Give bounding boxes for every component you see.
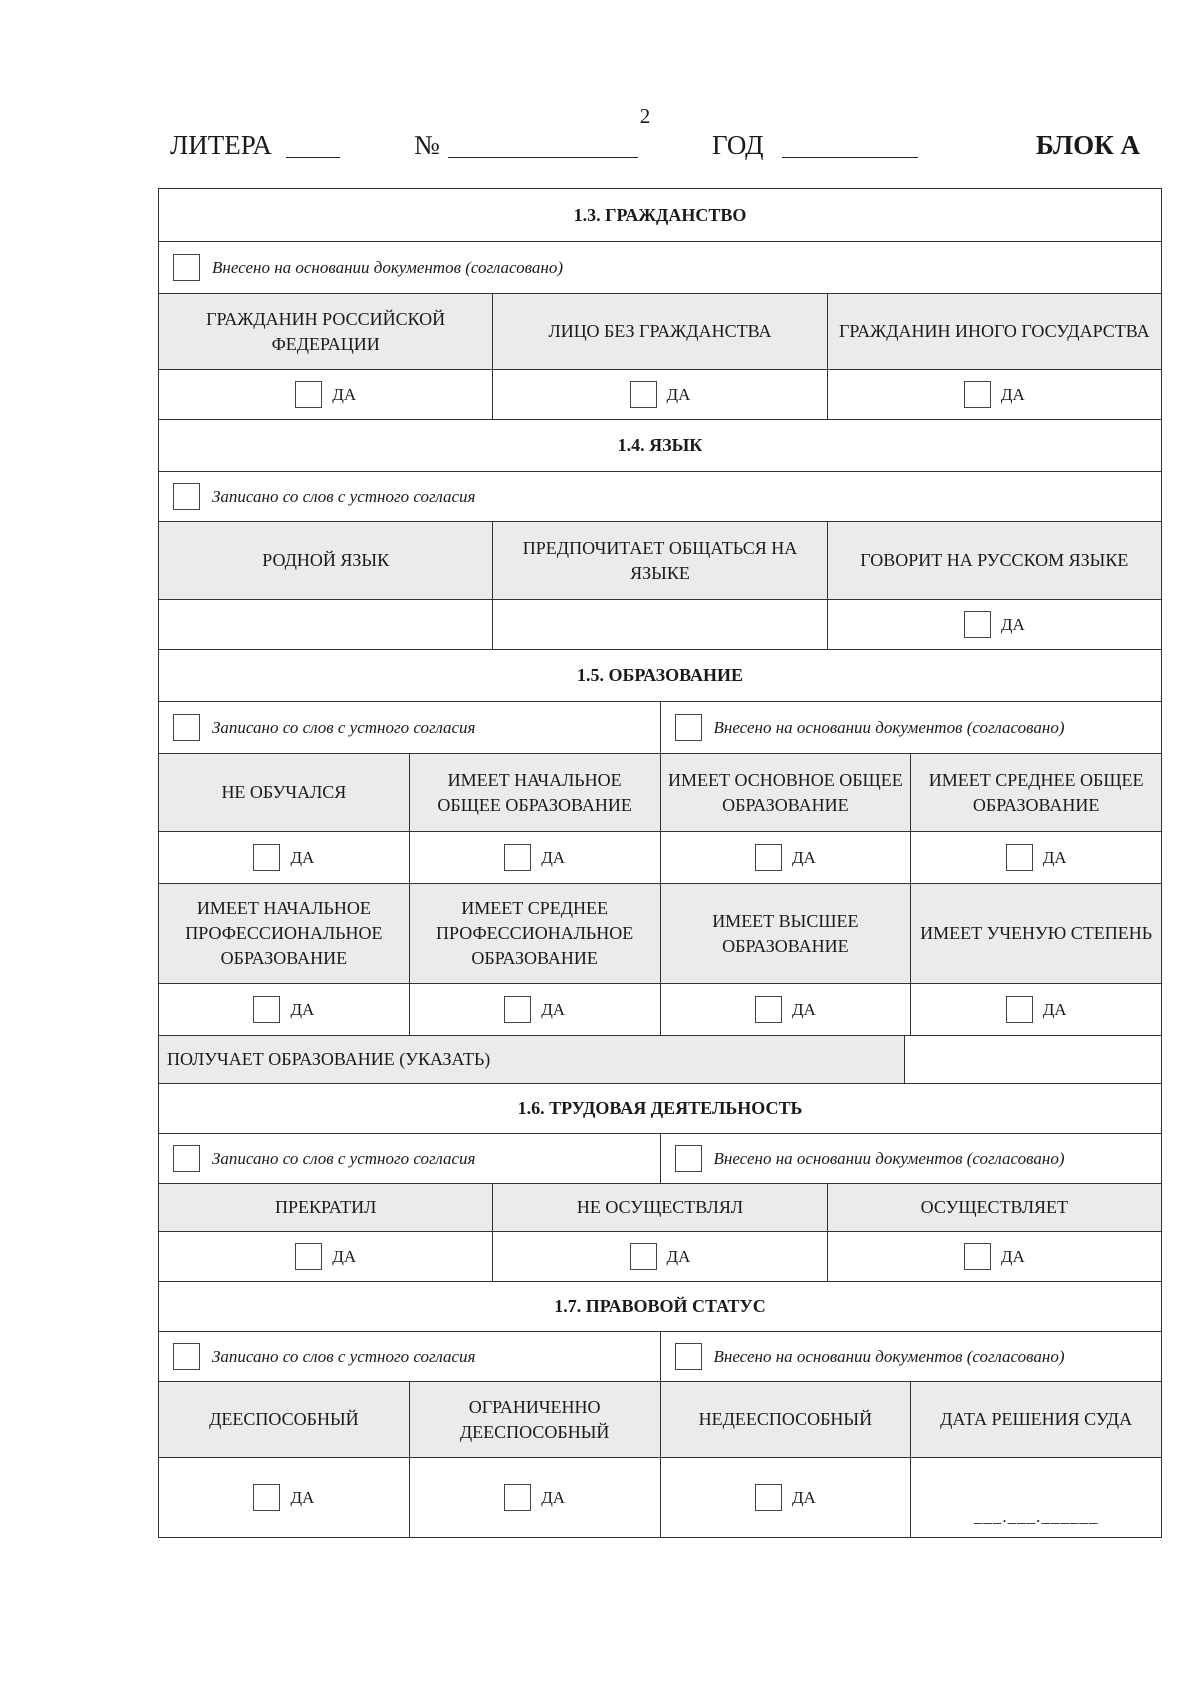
education-yes-checkbox-3[interactable] [755, 844, 782, 871]
court-decision-date-mask: ___.___.______ [973, 1507, 1099, 1526]
citizenship-yes-row [159, 369, 1161, 419]
yes-label: ДА [1042, 1000, 1067, 1019]
language-col-3: ГОВОРИТ НА РУССКОМ ЯЗЫКЕ [827, 522, 1161, 599]
legal-status-note-right-checkbox[interactable] [675, 1343, 702, 1370]
court-decision-date-field[interactable] [910, 1458, 1161, 1537]
education-note-right: Внесено на основании документов (согласовано) [713, 718, 1065, 737]
employment-header-row [159, 1183, 1161, 1231]
language-title-row [159, 419, 1161, 471]
citizenship-yes-checkbox-2[interactable] [630, 381, 657, 408]
legal-status-title: 1.7. ПРАВОВОЙ СТАТУС [554, 1296, 766, 1316]
legal-status-note-right: Внесено на основании документов (согласовано) [713, 1347, 1065, 1366]
citizenship-col-3: ГРАЖДАНИН ИНОГО ГОСУДАРСТВА [827, 294, 1161, 369]
education-row2-col-1: ИМЕЕТ НАЧАЛЬНОЕ ПРОФЕССИОНАЛЬНОЕ ОБРАЗОВАНИЕ [159, 884, 409, 983]
citizenship-yes-checkbox-3[interactable] [964, 381, 991, 408]
education-header-row-1 [159, 753, 1161, 831]
education-row2-col-3: ИМЕЕТ ВЫСШЕЕ ОБРАЗОВАНИЕ [660, 884, 911, 983]
citizenship-title-row [159, 189, 1161, 241]
yes-label: ДА [1042, 848, 1067, 867]
yes-label: ДА [290, 1000, 315, 1019]
employment-col-2: НЕ ОСУЩЕСТВЛЯЛ [492, 1184, 826, 1231]
education-yes-row-1 [159, 831, 1161, 883]
employment-yes-checkbox-1[interactable] [295, 1243, 322, 1270]
language-note-row [159, 471, 1161, 521]
education-title: 1.5. ОБРАЗОВАНИЕ [576, 665, 744, 685]
employment-title: 1.6. ТРУДОВАЯ ДЕЯТЕЛЬНОСТЬ [517, 1098, 803, 1118]
legal-status-header-row [159, 1381, 1161, 1457]
education-row1-col-4: ИМЕЕТ СРЕДНЕЕ ОБЩЕЕ ОБРАЗОВАНИЕ [910, 754, 1161, 831]
employment-yes-row [159, 1231, 1161, 1281]
litera-label: ЛИТЕРА [170, 130, 272, 160]
employment-note-left-checkbox[interactable] [173, 1145, 200, 1172]
yes-label: ДА [1000, 1247, 1025, 1266]
citizenship-title: 1.3. ГРАЖДАНСТВО [573, 204, 747, 225]
legal-status-yes-row [159, 1457, 1161, 1537]
language-note-checkbox[interactable] [173, 483, 200, 510]
education-header-row-2 [159, 883, 1161, 983]
education-note-left-checkbox[interactable] [173, 714, 200, 741]
legal-status-col-4: ДАТА РЕШЕНИЯ СУДА [910, 1382, 1161, 1457]
speaks-russian-checkbox[interactable] [964, 611, 991, 638]
employment-col-1: ПРЕКРАТИЛ [159, 1184, 492, 1231]
language-title: 1.4. ЯЗЫК [617, 435, 703, 455]
litera-field[interactable] [286, 157, 340, 158]
education-note-row [159, 701, 1161, 753]
education-yes-checkbox-6[interactable] [504, 996, 531, 1023]
number-field[interactable] [448, 157, 638, 158]
education-yes-checkbox-1[interactable] [253, 844, 280, 871]
yes-label: ДА [332, 1247, 357, 1266]
education-receiving-label: ПОЛУЧАЕТ ОБРАЗОВАНИЕ (УКАЗАТЬ) [159, 1036, 904, 1083]
employment-title-row [159, 1083, 1161, 1133]
legal-status-yes-checkbox-2[interactable] [504, 1484, 531, 1511]
citizenship-note-row [159, 241, 1161, 293]
education-yes-checkbox-5[interactable] [253, 996, 280, 1023]
yes-label: ДА [791, 1488, 816, 1507]
language-value-row [159, 599, 1161, 649]
yes-label: ДА [541, 848, 566, 867]
yes-label: ДА [541, 1488, 566, 1507]
education-yes-row-2 [159, 983, 1161, 1035]
employment-yes-checkbox-3[interactable] [964, 1243, 991, 1270]
education-yes-checkbox-4[interactable] [1006, 844, 1033, 871]
education-receiving-row [159, 1035, 1161, 1083]
yes-label: ДА [666, 385, 691, 404]
year-field[interactable] [782, 157, 918, 158]
citizenship-header-row [159, 293, 1161, 369]
native-language-field[interactable] [159, 600, 492, 649]
legal-status-note-left: Записано со слов с устного согласия [212, 1347, 476, 1366]
language-col-2: ПРЕДПОЧИТАЕТ ОБЩАТЬСЯ НА ЯЗЫКЕ [492, 522, 826, 599]
citizenship-col-1: ГРАЖДАНИН РОССИЙСКОЙ ФЕДЕРАЦИИ [159, 294, 492, 369]
education-row1-col-2: ИМЕЕТ НАЧАЛЬНОЕ ОБЩЕЕ ОБРАЗОВАНИЕ [409, 754, 660, 831]
form-header [170, 130, 1140, 166]
education-row1-col-3: ИМЕЕТ ОСНОВНОЕ ОБЩЕЕ ОБРАЗОВАНИЕ [660, 754, 911, 831]
yes-label: ДА [290, 1488, 315, 1507]
legal-status-col-2: ОГРАНИЧЕННО ДЕЕСПОСОБНЫЙ [409, 1382, 660, 1457]
yes-label: ДА [541, 1000, 566, 1019]
preferred-language-field[interactable] [492, 600, 826, 649]
education-yes-checkbox-8[interactable] [1006, 996, 1033, 1023]
language-note: Записано со слов с устного согласия [212, 487, 476, 506]
education-row2-col-2: ИМЕЕТ СРЕДНЕЕ ПРОФЕССИОНАЛЬНОЕ ОБРАЗОВАНИЕ [409, 884, 660, 983]
employment-note-right: Внесено на основании документов (согласовано) [713, 1149, 1065, 1168]
legal-status-note-left-checkbox[interactable] [173, 1343, 200, 1370]
education-row1-col-1: НЕ ОБУЧАЛСЯ [159, 754, 409, 831]
employment-note-right-checkbox[interactable] [675, 1145, 702, 1172]
education-note-right-checkbox[interactable] [675, 714, 702, 741]
yes-label: ДА [1000, 385, 1025, 404]
citizenship-col-2: ЛИЦО БЕЗ ГРАЖДАНСТВА [492, 294, 826, 369]
citizenship-note: Внесено на основании документов (согласовано) [212, 258, 563, 277]
language-header-row [159, 521, 1161, 599]
yes-label: ДА [666, 1247, 691, 1266]
employment-col-3: ОСУЩЕСТВЛЯЕТ [827, 1184, 1161, 1231]
block-label: БЛОК А [1035, 130, 1140, 160]
legal-status-note-row [159, 1331, 1161, 1381]
education-yes-checkbox-7[interactable] [755, 996, 782, 1023]
legal-status-col-1: ДЕЕСПОСОБНЫЙ [159, 1382, 409, 1457]
yes-label: ДА [791, 848, 816, 867]
form-table [158, 188, 1162, 1538]
yes-label: ДА [791, 1000, 816, 1019]
education-receiving-field[interactable] [904, 1036, 1161, 1083]
legal-status-yes-checkbox-3[interactable] [755, 1484, 782, 1511]
number-label: № [414, 130, 440, 160]
yes-label: ДА [290, 848, 315, 867]
page-number: 2 [639, 104, 651, 128]
year-label: ГОД [712, 130, 764, 160]
citizenship-note-checkbox[interactable] [173, 254, 200, 281]
education-note-left: Записано со слов с устного согласия [212, 718, 476, 737]
yes-label: ДА [332, 385, 357, 404]
legal-status-col-3: НЕДЕЕСПОСОБНЫЙ [660, 1382, 911, 1457]
legal-status-title-row [159, 1281, 1161, 1331]
education-title-row [159, 649, 1161, 701]
education-row2-col-4: ИМЕЕТ УЧЕНУЮ СТЕПЕНЬ [910, 884, 1161, 983]
legal-status-yes-checkbox-1[interactable] [253, 1484, 280, 1511]
employment-note-left: Записано со слов с устного согласия [212, 1149, 476, 1168]
employment-yes-checkbox-2[interactable] [630, 1243, 657, 1270]
education-yes-checkbox-2[interactable] [504, 844, 531, 871]
yes-label: ДА [1000, 615, 1025, 634]
language-col-1: РОДНОЙ ЯЗЫК [159, 522, 492, 599]
employment-note-row [159, 1133, 1161, 1183]
citizenship-yes-checkbox-1[interactable] [295, 381, 322, 408]
